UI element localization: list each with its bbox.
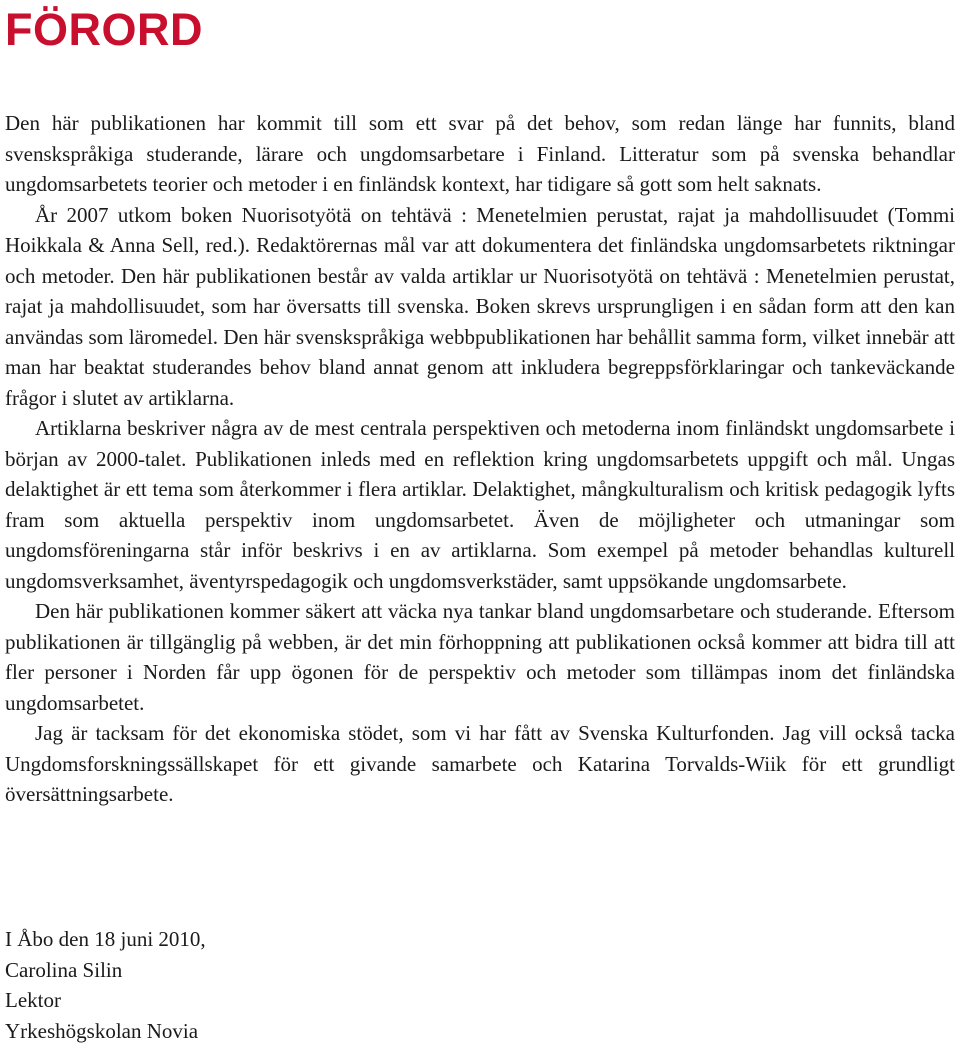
signature-name: Carolina Silin bbox=[5, 955, 206, 986]
page-title: FÖRORD bbox=[5, 4, 203, 56]
foreword-body bbox=[5, 108, 955, 810]
paragraph: Den här publikationen kommer säkert att väcka nya tankar bland ungdomsarbetare och studerande. Eftersom publikationen är tillgänglig på webben, är det min förhoppning att publikationen också kommer att bidra till att fler personer i Norden får upp ögonen för de perspektiv och metoder som tillämpas inom det finländska ungdomsarbetet. bbox=[5, 596, 955, 718]
paragraph: Artiklarna beskriver några av de mest centrala perspektiven och metoderna inom finländskt ungdomsarbete i början av 2000-talet. Publikationen inleds med en reflektion kring ungdomsarbetets uppgift och mål. Ungas delaktighet är ett tema som återkommer i flera artiklar. Delaktighet, mångkulturalism och kritisk pedagogik lyfts fram som aktuella perspektiv inom ungdomsarbetet. Även de möjligheter och utmaningar som ungdomsföreningarna står inför beskrivs i en av artiklarna. Som exempel på metoder behandlas kulturell ungdomsverksamhet, äventyrspedagogik och ungdomsverkstäder, samt uppsökande ungdomsarbete. bbox=[5, 413, 955, 596]
paragraph: Den här publikationen har kommit till som ett svar på det behov, som redan länge har funnits, bland svenskspråkiga studerande, lärare och ungdomsarbetare i Finland. Litteratur som på svenska behandlar ungdomsarbetets teorier och metoder i en finländsk kontext, har tidigare så gott som helt saknats. bbox=[5, 108, 955, 200]
signature-organization: Yrkeshögskolan Novia bbox=[5, 1016, 206, 1046]
paragraph: År 2007 utkom boken Nuorisotyötä on tehtävä : Menetelmien perustat, rajat ja mahdollisuudet (Tommi Hoikkala & Anna Sell, red.). Redaktörernas mål var att dokumentera det finländska ungdomsarbetets riktningar och metoder. Den här publikationen består av valda artiklar ur Nuorisotyötä on tehtävä : Menetelmien perustat, rajat ja mahdollisuudet, som har översatts till svenska. Boken skrevs ursprungligen i en sådan form att den kan användas som läromedel. Den här svenskspråkiga webbpublikationen har behållit samma form, vilket innebär att man har beaktat studerandes behov bland annat genom att inkludera begreppsförklaringar och tankeväckande frågor i slutet av artiklarna. bbox=[5, 200, 955, 414]
signature-block bbox=[5, 924, 206, 1046]
signature-place-date: I Åbo den 18 juni 2010, bbox=[5, 924, 206, 955]
signature-title: Lektor bbox=[5, 985, 206, 1016]
paragraph: Jag är tacksam för det ekonomiska stödet, som vi har fått av Svenska Kulturfonden. Jag vill också tacka Ungdomsforskningssällskapet för ett givande samarbete och Katarina Torvalds-Wiik för ett grundligt översättningsarbete. bbox=[5, 718, 955, 810]
